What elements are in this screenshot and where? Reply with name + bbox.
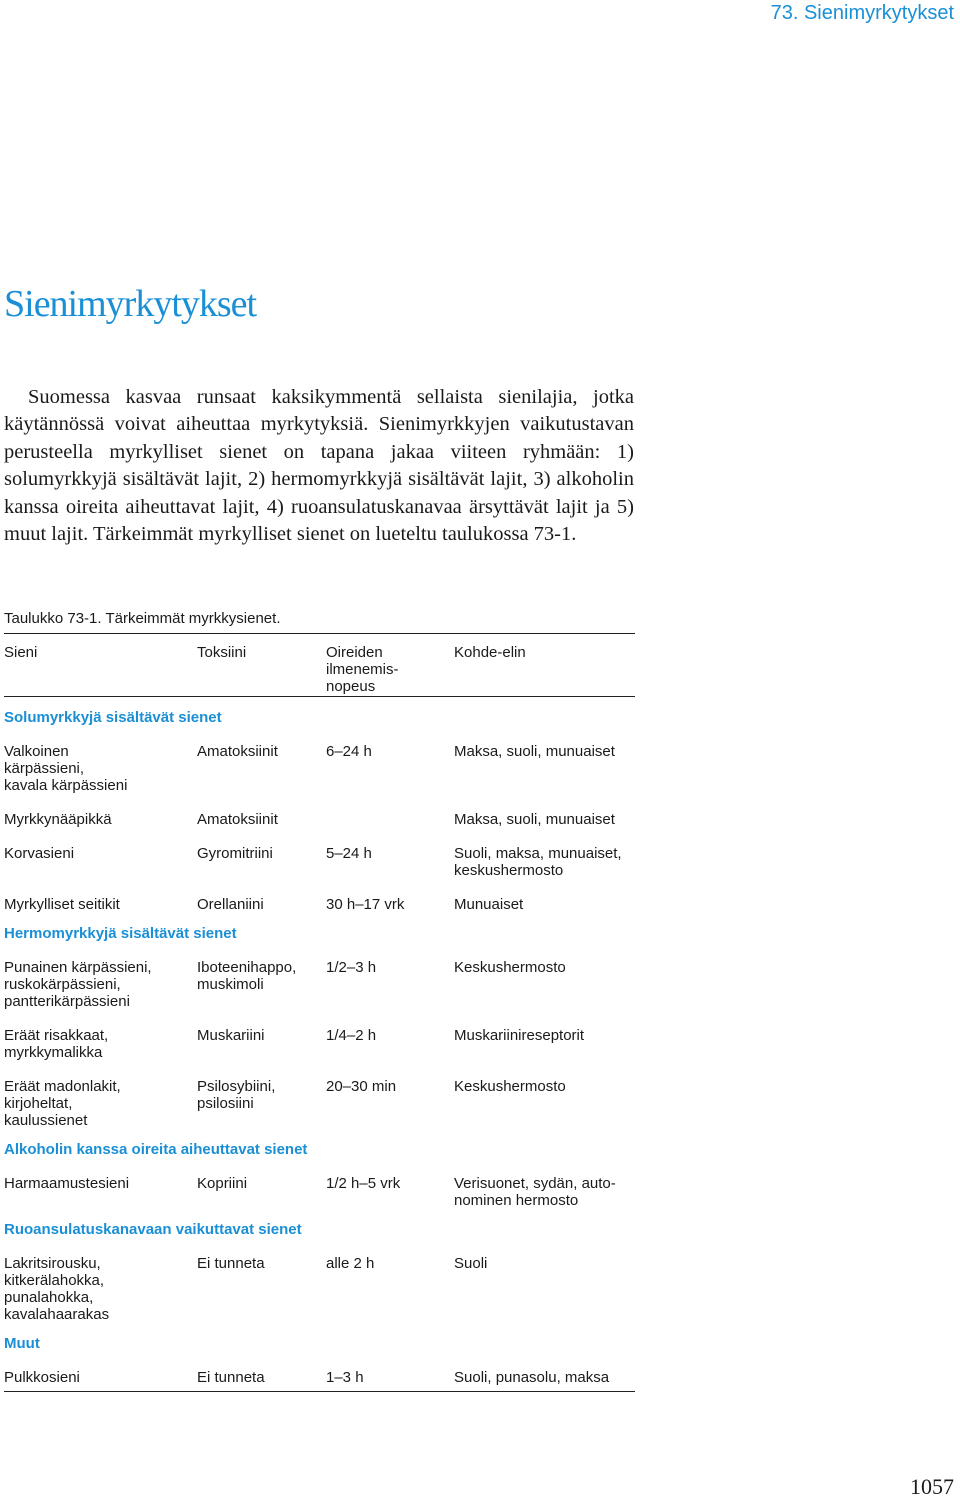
cell-kohde-elin: Suoli	[454, 1255, 488, 1272]
cell-nopeus: 1–3 h	[326, 1369, 364, 1386]
group-heading: Hermomyrkkyjä sisältävät sienet	[4, 925, 237, 942]
cell-nopeus: 1/2 h–5 vrk	[326, 1175, 401, 1192]
table-row	[4, 896, 635, 913]
cell-nopeus: 20–30 min	[326, 1078, 397, 1095]
cell-kohde-elin: Maksa, suoli, munuaiset	[454, 743, 615, 760]
intro-paragraph: Suomessa kasvaa runsaat kaksikymmentä sellaista sienilajia, jotka käytännössä voivat aiheuttaa myrkytyksiä. Sienimyrkkyjen vaikutustavan perusteella myrkylliset sienet on tapana jakaa viiteen ryhmään: 1) solumyrkkyjä sisältävät lajit, 2) hermomyrkkyjä sisältävät lajit, 3) alkoholin kanssa oireita aiheuttavat lajit, 4) ruoansulatuskanavaa ärsyttävät lajit ja 5) muut lajit. Tärkeimmät myrkylliset sienet on lueteltu taulukossa 73-1.	[4, 386, 634, 546]
cell-sieni: Myrkylliset seitikit	[4, 896, 120, 913]
cell-sieni: Punainen kärpässieni, ruskokärpässieni, pantterikärpässieni	[4, 959, 152, 1010]
cell-nopeus: 6–24 h	[326, 743, 372, 760]
cell-nopeus: 1/4–2 h	[326, 1027, 377, 1044]
cell-kohde-elin: Munuaiset	[454, 896, 524, 913]
table-row	[4, 959, 635, 1010]
cell-toksiini: Kopriini	[197, 1175, 248, 1192]
cell-sieni: Valkoinen kärpässieni, kavala kärpässieni	[4, 743, 128, 794]
cell-nopeus: alle 2 h	[326, 1255, 375, 1272]
table-bottom-rule	[4, 1391, 635, 1392]
header-toksiini: Toksiini	[197, 644, 247, 661]
cell-toksiini: Orellaniini	[197, 896, 264, 913]
cell-sieni: Eräät madonlakit, kirjoheltat, kaulussienet	[4, 1078, 121, 1129]
cell-nopeus: 30 h–17 vrk	[326, 896, 405, 913]
cell-sieni: Myrkkynääpikkä	[4, 811, 112, 828]
running-head: 73. Sienimyrkytykset	[770, 2, 954, 24]
cell-nopeus: 1/2–3 h	[326, 959, 377, 976]
cell-toksiini: Ei tunneta	[197, 1255, 265, 1272]
cell-kohde-elin: Maksa, suoli, munuaiset	[454, 811, 615, 828]
cell-toksiini: Ei tunneta	[197, 1369, 265, 1386]
table-row	[4, 1369, 635, 1386]
cell-kohde-elin: Keskushermosto	[454, 1078, 566, 1095]
table-row	[4, 1255, 635, 1323]
cell-sieni: Eräät risakkaat, myrkkymalikka	[4, 1027, 109, 1061]
cell-sieni: Pulkkosieni	[4, 1369, 80, 1386]
group-heading: Solumyrkkyjä sisältävät sienet	[4, 709, 222, 726]
cell-sieni: Lakritsirousku, kitkerälahokka, punalahokka, kavalahaarakas	[4, 1255, 110, 1323]
cell-kohde-elin: Suoli, maksa, munuaiset, keskushermosto	[454, 845, 622, 879]
header-oireiden-nopeus: Oireiden ilmenemis- nopeus	[326, 644, 399, 695]
group-heading: Alkoholin kanssa oireita aiheuttavat sienet	[4, 1141, 308, 1158]
table-row	[4, 1175, 635, 1209]
table-body	[4, 709, 635, 1386]
cell-nopeus: 5–24 h	[326, 845, 372, 862]
table-row	[4, 845, 635, 879]
table-row	[4, 811, 635, 828]
cell-toksiini: Iboteenihappo, muskimoli	[197, 959, 297, 993]
cell-kohde-elin: Keskushermosto	[454, 959, 566, 976]
cell-toksiini: Muskariini	[197, 1027, 265, 1044]
cell-toksiini: Amatoksiinit	[197, 743, 278, 760]
cell-sieni: Korvasieni	[4, 845, 75, 862]
table-row	[4, 1027, 635, 1061]
cell-kohde-elin: Verisuonet, sydän, auto- nominen hermosto	[454, 1175, 616, 1209]
group-heading: Muut	[4, 1335, 40, 1352]
mushroom-table	[4, 633, 635, 1392]
table-top-rule	[4, 633, 635, 634]
cell-toksiini: Gyromitriini	[197, 845, 273, 862]
cell-toksiini: Psilosybiini, psilosiini	[197, 1078, 276, 1112]
header-kohde-elin: Kohde-elin	[454, 644, 526, 661]
header-sieni: Sieni	[4, 644, 38, 661]
group-heading: Ruoansulatuskanavaan vaikuttavat sienet	[4, 1221, 302, 1238]
table-header-row	[4, 644, 635, 696]
cell-sieni: Harmaamustesieni	[4, 1175, 130, 1192]
table-row	[4, 743, 635, 794]
cell-kohde-elin: Suoli, punasolu, maksa	[454, 1369, 610, 1386]
page-title: Sienimyrkytykset	[4, 283, 257, 325]
cell-toksiini: Amatoksiinit	[197, 811, 278, 828]
table-header-rule	[4, 696, 635, 697]
cell-kohde-elin: Muskariinireseptorit	[454, 1027, 585, 1044]
table-caption: Taulukko 73-1. Tärkeimmät myrkkysienet.	[4, 610, 281, 627]
table-row	[4, 1078, 635, 1129]
page-number: 1057	[910, 1474, 954, 1499]
